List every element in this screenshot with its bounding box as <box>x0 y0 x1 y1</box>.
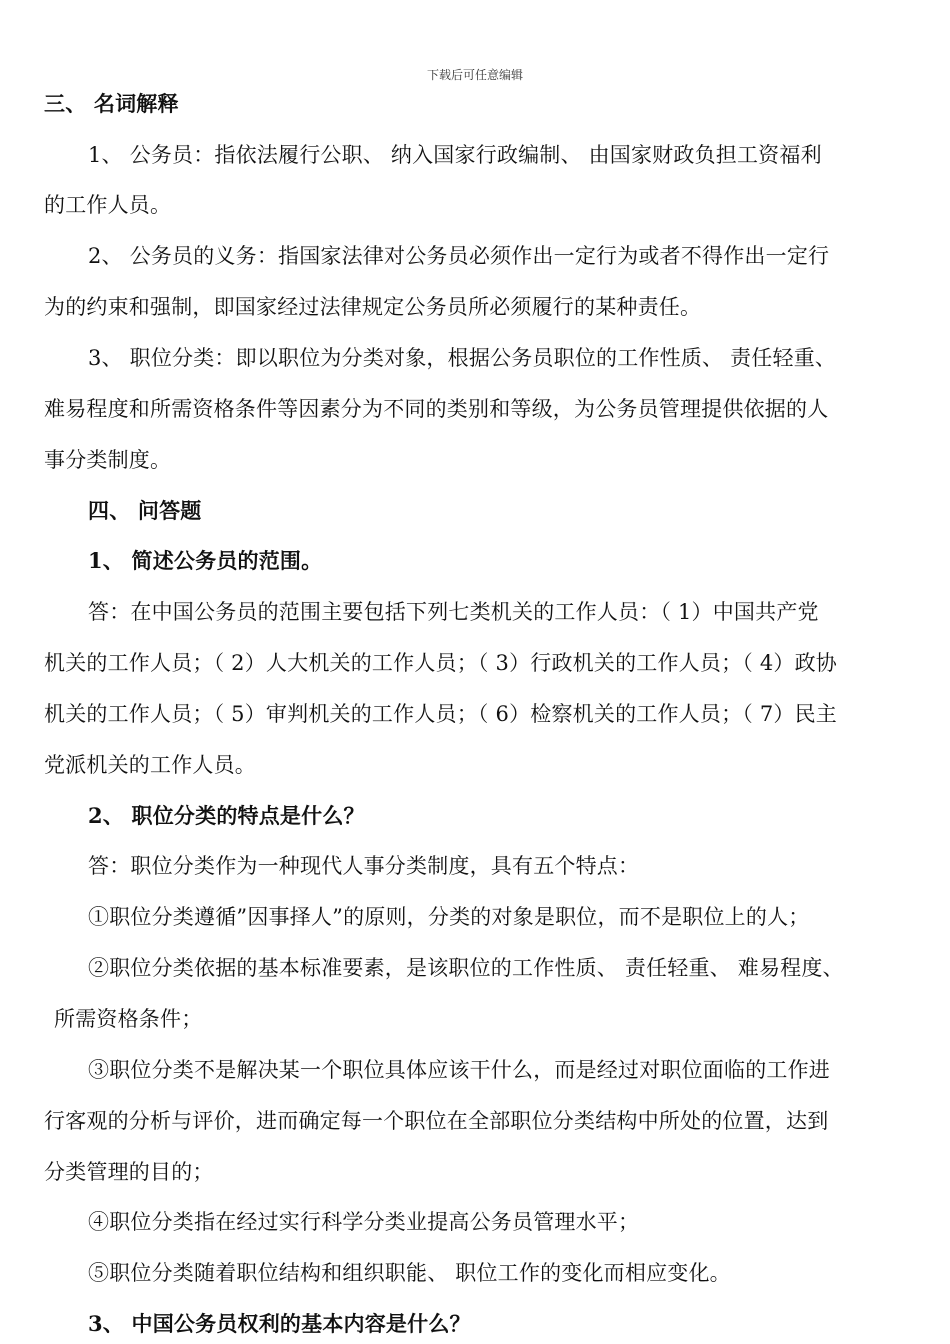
paragraph-line: 答：在中国公务员的范围主要包括下列七类机关的工作人员：（ 1）中国共产党 <box>88 600 819 624</box>
paragraph-line: 党派机关的工作人员。 <box>44 753 256 777</box>
paragraph-line: ③职位分类不是解决某一个职位具体应该干什么，而是经过对职位面临的工作进 <box>88 1058 830 1082</box>
paragraph-line: 1、 公务员：指依法履行公职、 纳入国家行政编制、 由国家财政负担工资福利 <box>88 143 822 167</box>
paragraph-line: ①职位分类遵循”因事择人”的原则，分类的对象是职位，而不是职位上的人； <box>88 905 810 929</box>
paragraph-line: 3、 职位分类：即以职位为分类对象，根据公务员职位的工作性质、 责任轻重、 <box>88 346 837 370</box>
paragraph-line: 2、 公务员的义务：指国家法律对公务员必须作出一定行为或者不得作出一定行 <box>88 244 830 268</box>
paragraph-line: ④职位分类指在经过实行科学分类业提高公务员管理水平； <box>88 1210 640 1234</box>
paragraph-line: ②职位分类依据的基本标准要素，是该职位的工作性质、 责任轻重、 难易程度、 <box>88 956 844 980</box>
section-heading: 四、 问答题 <box>88 498 202 523</box>
paragraph-line: 答：职位分类作为一种现代人事分类制度，具有五个特点： <box>88 854 640 878</box>
paragraph-line: 行客观的分析与评价，进而确定每一个职位在全部职位分类结构中所处的位置，达到 <box>44 1109 829 1133</box>
section-heading: 三、 名词解释 <box>44 91 179 116</box>
paragraph-line: 难易程度和所需资格条件等因素分为不同的类别和等级，为公务员管理提供依据的人 <box>44 397 829 421</box>
paragraph-line: 机关的工作人员；（ 5）审判机关的工作人员；（ 6）检察机关的工作人员；（ 7）民主 <box>44 702 838 726</box>
paragraph-line: 分类管理的目的； <box>44 1160 214 1184</box>
section-heading: 1、 简述公务员的范围。 <box>88 548 323 573</box>
paragraph-line: 所需资格条件； <box>54 1007 203 1031</box>
section-heading: 3、 中国公务员权利的基本内容是什么？ <box>88 1311 471 1336</box>
paragraph-line: 机关的工作人员；（ 2）人大机关的工作人员；（ 3）行政机关的工作人员；（ 4）政协 <box>44 651 838 675</box>
page-header: 下载后可任意编辑 <box>426 68 523 82</box>
paragraph-line: 的工作人员。 <box>44 193 172 217</box>
paragraph-line: 事分类制度。 <box>44 448 172 472</box>
paragraph-line: ⑤职位分类随着职位结构和组织职能、 职位工作的变化而相应变化。 <box>88 1261 731 1285</box>
paragraph-line: 为的约束和强制，即国家经过法律规定公务员所必须履行的某种责任。 <box>44 295 702 319</box>
section-heading: 2、 职位分类的特点是什么？ <box>88 803 365 828</box>
